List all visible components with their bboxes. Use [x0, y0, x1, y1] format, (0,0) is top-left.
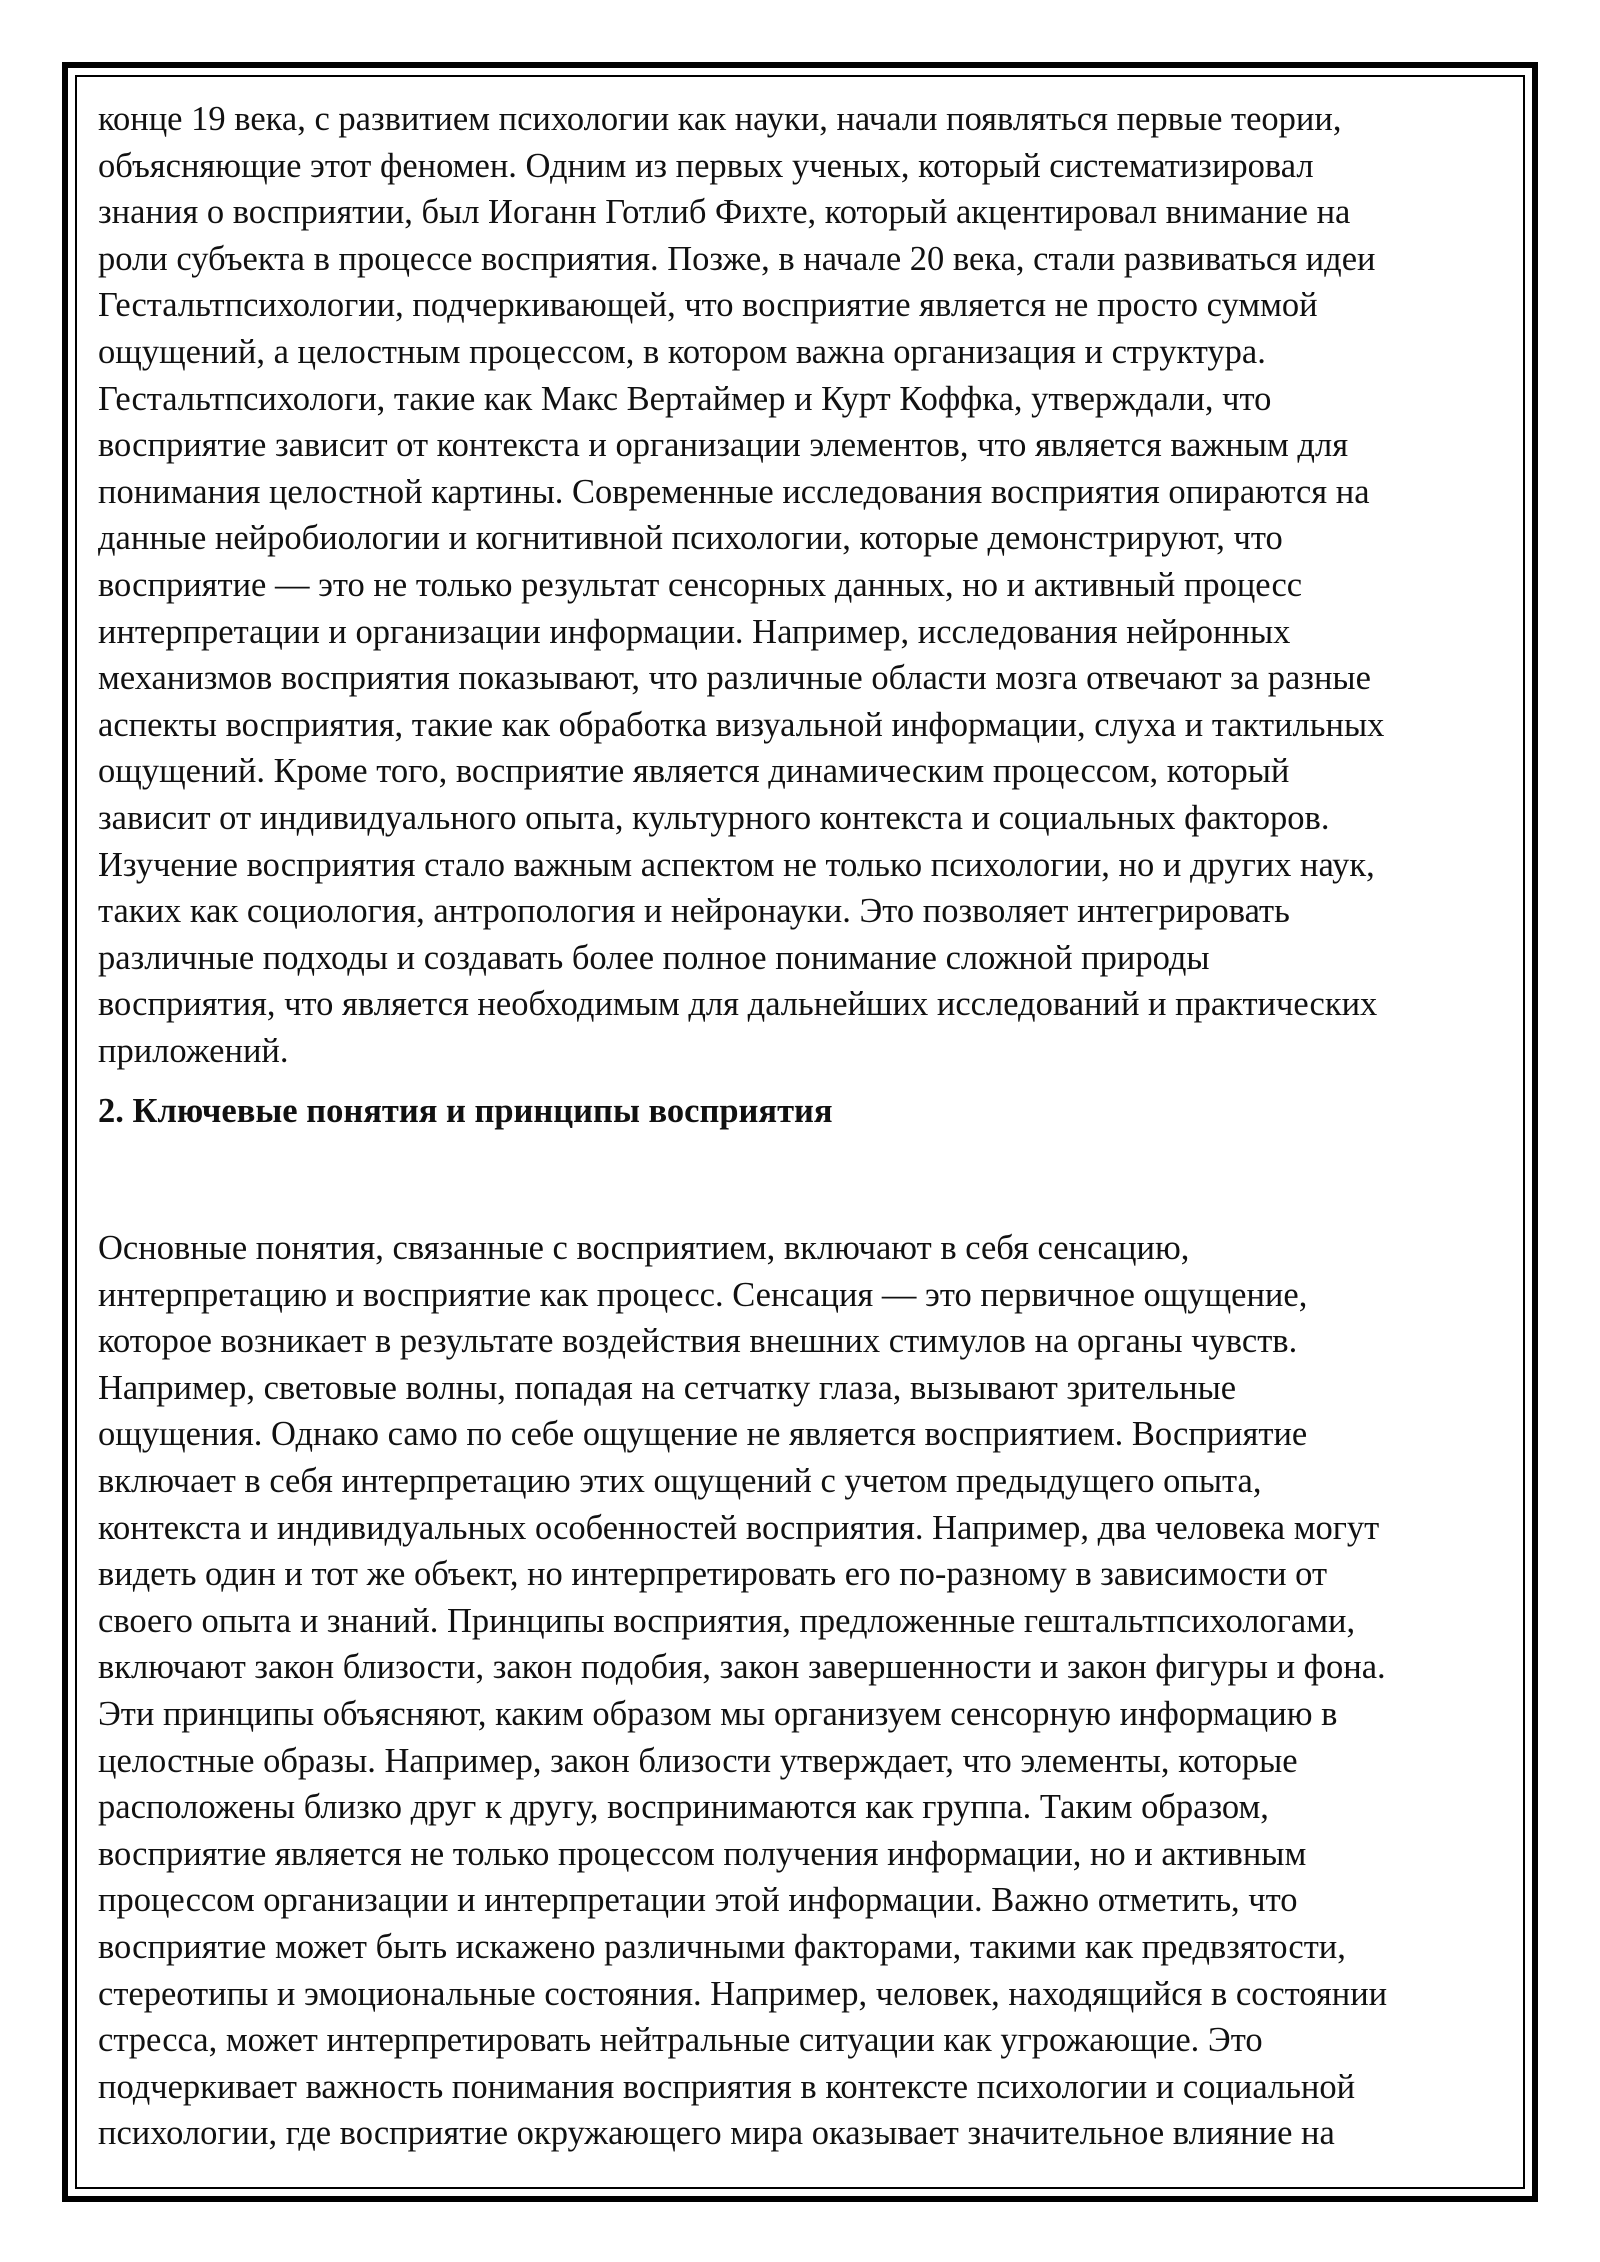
paragraph-line: ощущения. Однако само по себе ощущение не является восприятием. Восприятие — [98, 1415, 1308, 1454]
paragraph-line: объясняющие этот феномен. Одним из первых ученых, который систематизировал — [98, 146, 1314, 185]
paragraph-line: восприятие — это не только результат сенсорных данных, но и активный процесс — [98, 565, 1303, 604]
paragraph-line: которое возникает в результате воздействия внешних стимулов на органы чувств. — [98, 1322, 1298, 1361]
paragraph-line: приложений. — [98, 1031, 289, 1070]
section-heading: 2. Ключевые понятия и принципы восприятия — [98, 1092, 833, 1131]
paragraph-line: восприятие зависит от контекста и организации элементов, что является важным для — [98, 426, 1349, 465]
paragraph-line: стресса, может интерпретировать нейтральные ситуации как угрожающие. Это — [98, 2021, 1263, 2060]
paragraph-line: таких как социология, антропология и нейронауки. Это позволяет интегрировать — [98, 892, 1290, 931]
paragraph-line: восприятие может быть искажено различными факторами, такими как предвзятости, — [98, 1927, 1346, 1966]
paragraph-line: восприятия, что является необходимым для дальнейших исследований и практических — [98, 985, 1378, 1024]
paragraph-line: аспекты восприятия, такие как обработка визуальной информации, слуха и тактильных — [98, 705, 1385, 744]
paragraph-line: Гестальтпсихологи, такие как Макс Вертаймер и Курт Коффка, утверждали, что — [98, 379, 1272, 418]
section-spacer — [98, 1135, 1518, 1225]
paragraph-line: роли субъекта в процессе восприятия. Позже, в начале 20 века, стали развиваться идеи — [98, 239, 1376, 278]
page-content — [98, 96, 1518, 2157]
paragraph-line: интерпретации и организации информации. Например, исследования нейронных — [98, 612, 1291, 651]
paragraph-line: восприятие является не только процессом получения информации, но и активным — [98, 1834, 1307, 1873]
paragraph-line: целостные образы. Например, закон близости утверждает, что элементы, которые — [98, 1741, 1298, 1780]
paragraph-line: Гестальтпсихологии, подчеркивающей, что восприятие является не просто суммой — [98, 286, 1318, 325]
paragraph-line: своего опыта и знаний. Принципы восприятия, предложенные гештальтпсихологами, — [98, 1601, 1356, 1640]
paragraph-line: включают закон близости, закон подобия, закон завершенности и закон фигуры и фона. — [98, 1648, 1386, 1687]
paragraph-line: процессом организации и интерпретации этой информации. Важно отметить, что — [98, 1881, 1298, 1920]
paragraph-line: ощущений. Кроме того, восприятие является динамическим процессом, который — [98, 752, 1290, 791]
paragraph-line: зависит от индивидуального опыта, культурного контекста и социальных факторов. — [98, 798, 1330, 837]
paragraph-line: знания о восприятии, был Иоганн Готлиб Фихте, который акцентировал внимание на — [98, 193, 1351, 232]
paragraph-line: Основные понятия, связанные с восприятием, включают в себя сенсацию, — [98, 1229, 1190, 1268]
paragraph-line: психологии, где восприятие окружающего мира оказывает значительное влияние на — [98, 2114, 1335, 2153]
paragraph-line: данные нейробиологии и когнитивной психологии, которые демонстрируют, что — [98, 519, 1283, 558]
paragraph-2 — [98, 1225, 1518, 2157]
paragraph-line: ощущений, а целостным процессом, в котором важна организация и структура. — [98, 332, 1266, 371]
paragraph-line: понимания целостной картины. Современные исследования восприятия опираются на — [98, 472, 1370, 511]
paragraph-line: Например, световые волны, попадая на сетчатку глаза, вызывают зрительные — [98, 1368, 1237, 1407]
paragraph-line: интерпретацию и восприятие как процесс. Сенсация — это первичное ощущение, — [98, 1275, 1308, 1314]
paragraph-line: включает в себя интерпретацию этих ощущений с учетом предыдущего опыта, — [98, 1462, 1262, 1501]
paragraph-line: стереотипы и эмоциональные состояния. Например, человек, находящийся в состоянии — [98, 1974, 1388, 2013]
paragraph-line: расположены близко друг к другу, воспринимаются как группа. Таким образом, — [98, 1788, 1269, 1827]
paragraph-line: Изучение восприятия стало важным аспектом не только психологии, но и других наук, — [98, 845, 1375, 884]
paragraph-line: механизмов восприятия показывают, что различные области мозга отвечают за разные — [98, 659, 1371, 698]
paragraph-line: различные подходы и создавать более полное понимание сложной природы — [98, 938, 1210, 977]
paragraph-line: Эти принципы объясняют, каким образом мы организуем сенсорную информацию в — [98, 1695, 1338, 1733]
paragraph-line: видеть один и тот же объект, но интерпретировать его по-разному в зависимости от — [98, 1555, 1328, 1594]
paragraph-line: подчеркивает важность понимания восприятия в контексте психологии и социальной — [98, 2067, 1356, 2106]
paragraph-line: контекста и индивидуальных особенностей восприятия. Например, два человека могут — [98, 1508, 1380, 1547]
paragraph-line: конце 19 века, с развитием психологии как науки, начали появляться первые теории, — [98, 100, 1342, 138]
paragraph-1 — [98, 96, 1518, 1074]
